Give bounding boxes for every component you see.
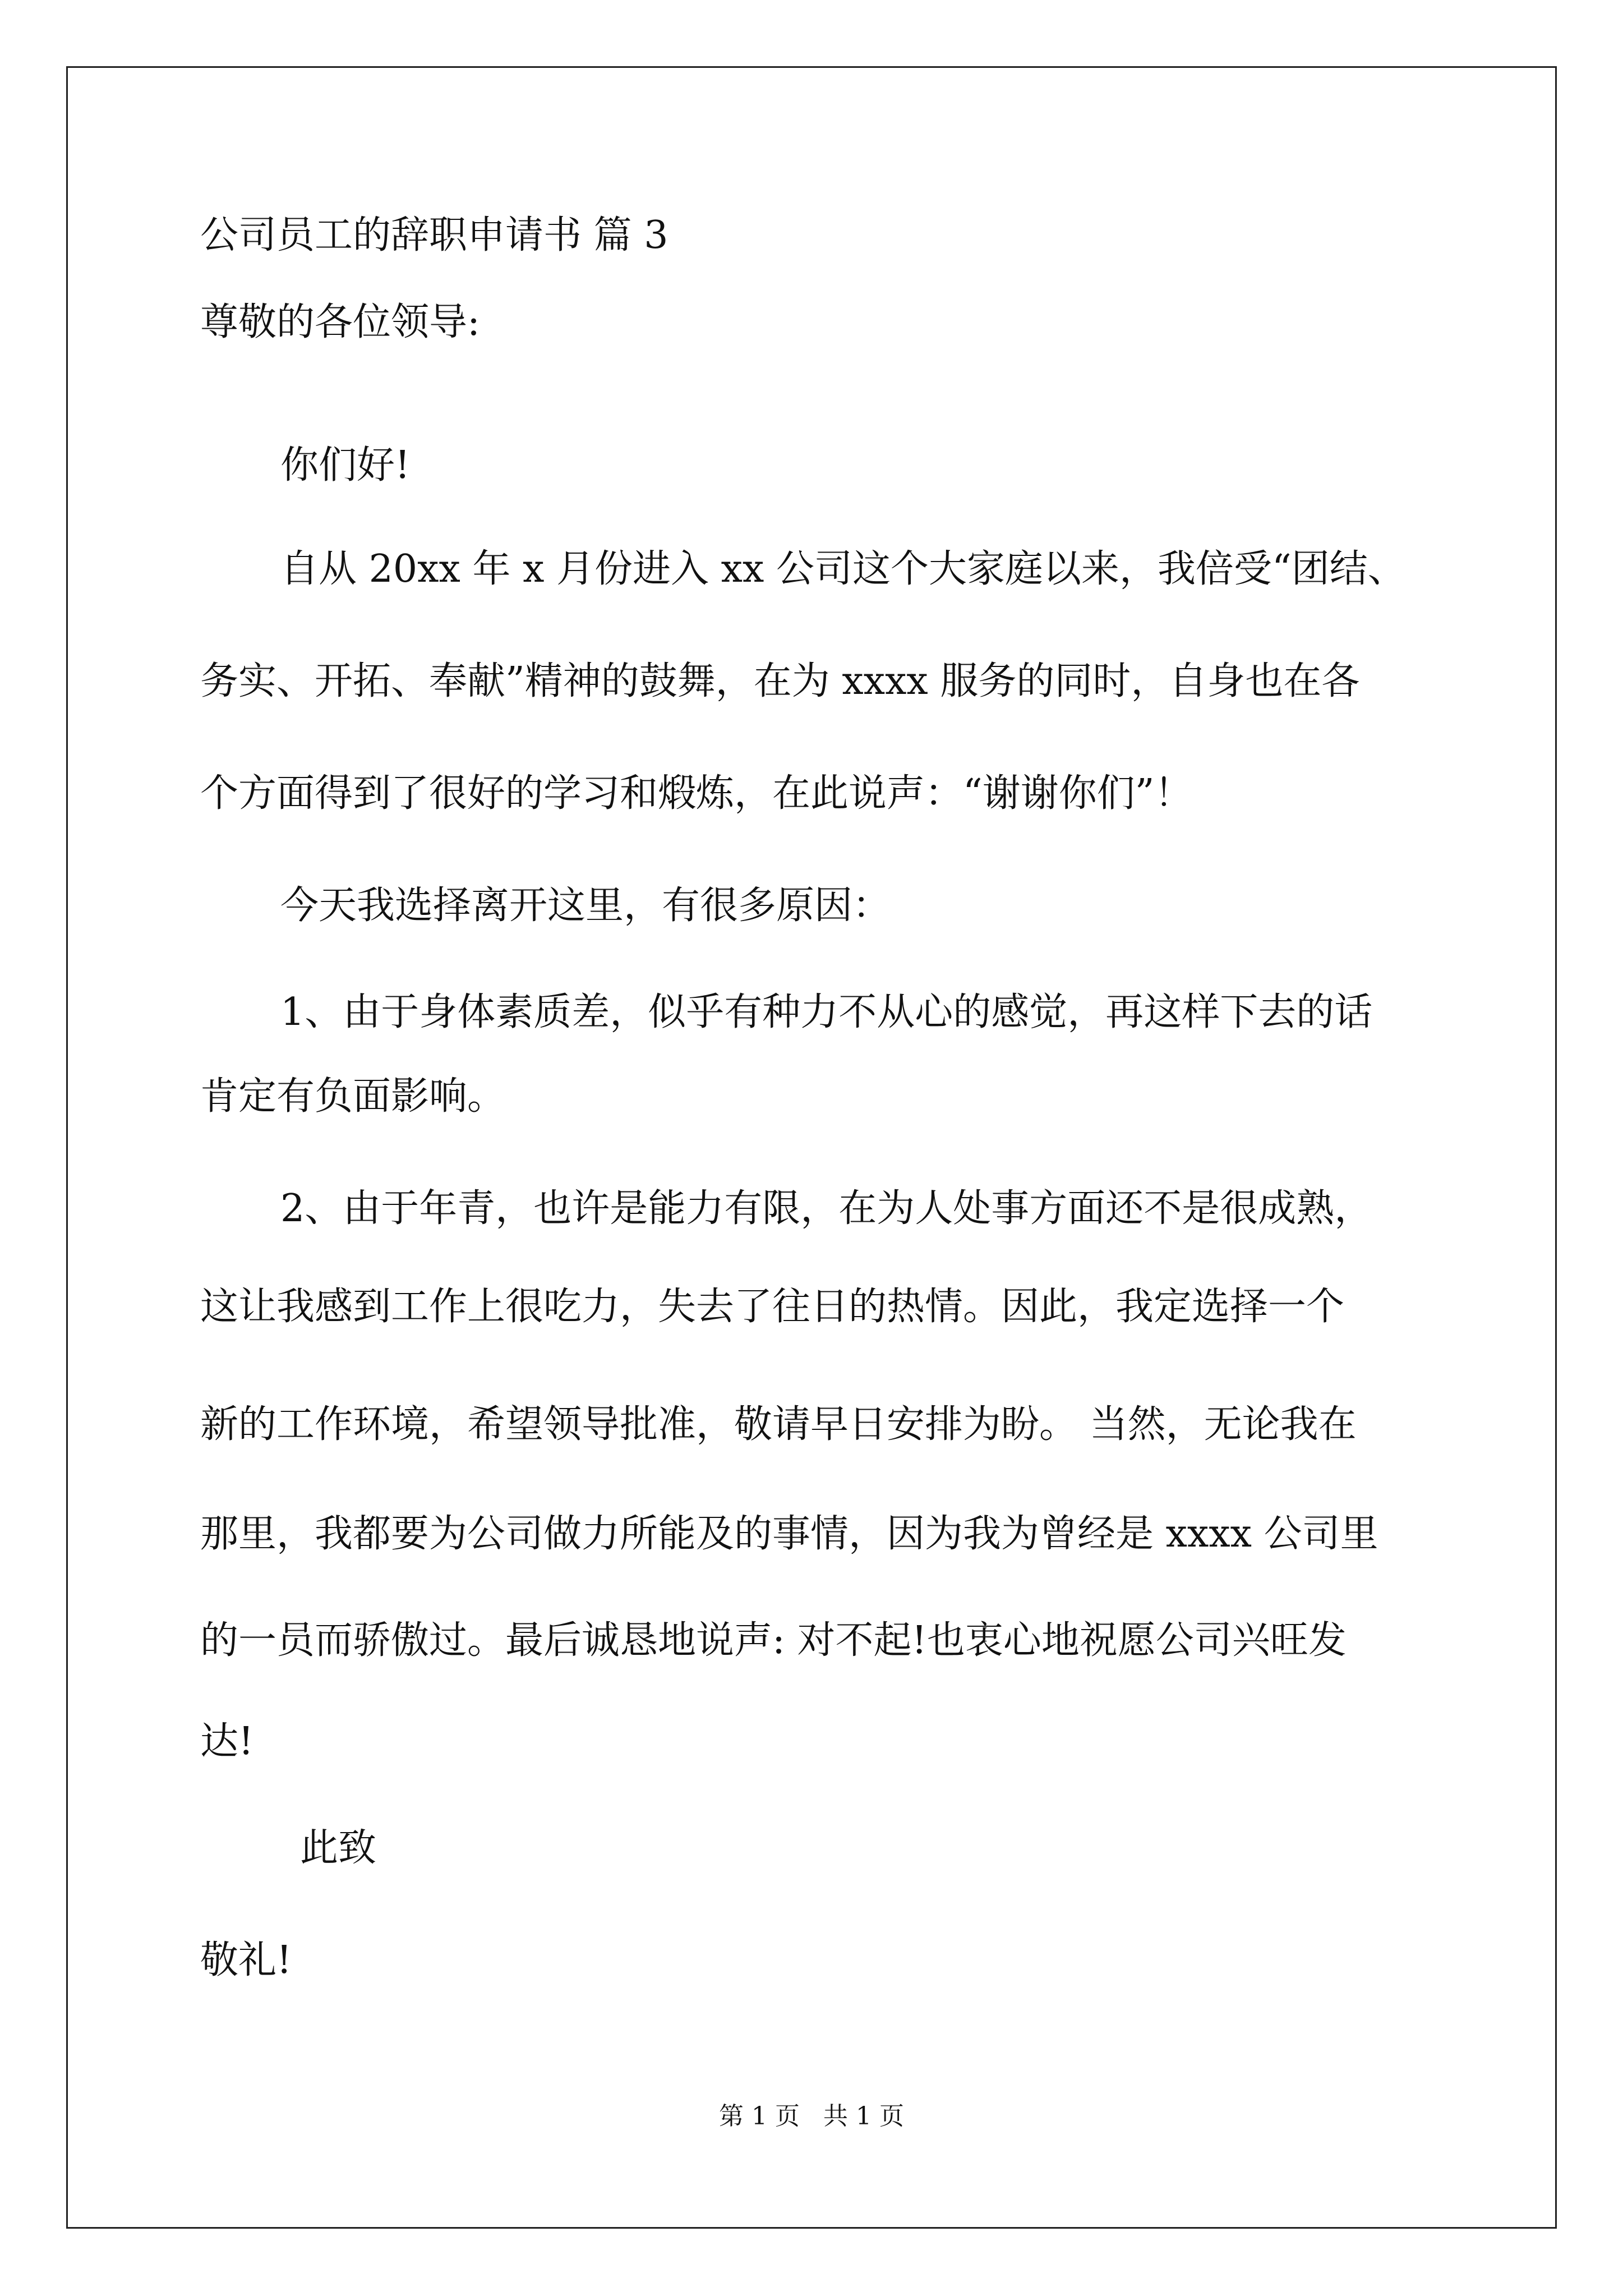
document-title: 公司员工的辞职申请书 篇 3 <box>200 213 668 257</box>
salutation: 尊敬的各位领导: <box>200 300 480 344</box>
paragraph-line: 新的工作环境，希望领导批准，敬请早日安排为盼。 当然，无论我在 <box>200 1402 1357 1447</box>
paragraph-line: 务实、开拓、奉献”精神的鼓舞，在为 xxxx 服务的同时，自身也在各 <box>200 659 1360 703</box>
paragraph-line: 那里，我都要为公司做力所能及的事情，因为我为曾经是 xxxx 公司里 <box>200 1512 1378 1556</box>
paragraph-line: 达! <box>200 1719 254 1764</box>
paragraph-line: 的一员而骄傲过。最后诚恳地说声: 对不起!也衷心地祝愿公司兴旺发 <box>200 1618 1347 1663</box>
paragraph-line: 2、由于年青，也许是能力有限，在为人处事方面还不是很成熟， <box>280 1186 1373 1231</box>
page-number: 第 1 页 共 1 页 <box>719 2102 904 2131</box>
paragraph-line: 这让我感到工作上很吃力，失去了往日的热情。因此，我定选择一个 <box>200 1285 1345 1329</box>
greeting: 你们好! <box>280 443 411 487</box>
closing: 此致 <box>300 1826 377 1870</box>
paragraph-line: 自从 20xx 年 x 月份进入 xx 公司这个大家庭以来，我倍受“团结、 <box>280 547 1406 591</box>
regards: 敬礼! <box>200 1938 292 1982</box>
paragraph-line: 今天我选择离开这里，有很多原因： <box>280 884 891 928</box>
paragraph-line: 1、由于身体素质差，似乎有种力不从心的感觉，再这样下去的话 <box>280 990 1373 1034</box>
paragraph-line: 肯定有负面影响。 <box>200 1074 506 1119</box>
paragraph-line: 个方面得到了很好的学习和煅炼，在此说声：“谢谢你们”！ <box>200 771 1193 816</box>
page-border <box>66 66 1557 2229</box>
